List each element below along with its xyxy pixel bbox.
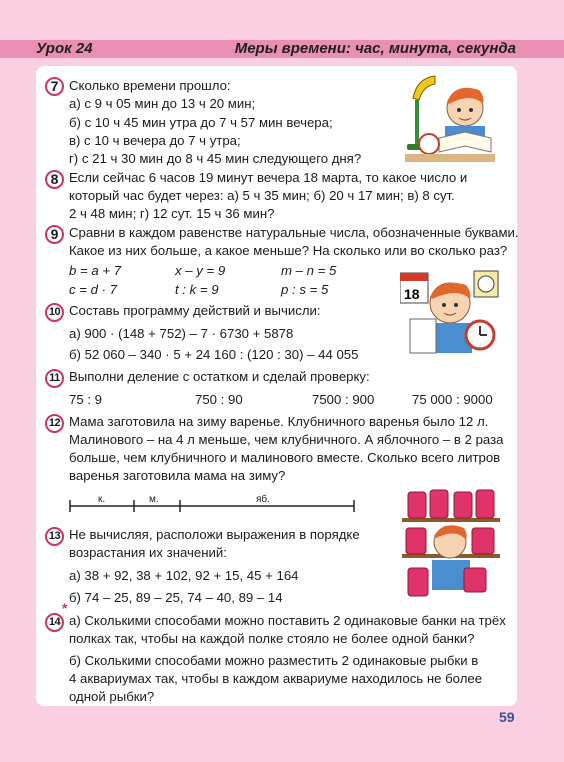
task-8-line-3: 2 ч 48 мин; г) 12 сут. 15 ч 36 мин? (69, 206, 275, 221)
task-number-14: 14 (45, 613, 64, 632)
task-number-13: 13 (45, 527, 64, 546)
boy-with-clock-illustration (400, 265, 500, 365)
lesson-number: Урок 24 (36, 40, 93, 57)
division-1: 75 : 9 (69, 392, 102, 407)
equation-4: c = d · 7 (69, 282, 118, 297)
task-number-9: 9 (45, 225, 64, 244)
page-number: 59 (499, 709, 515, 725)
task-12-line-3: больше, чем клубничного и малинового вместе. Сколько всего литров (69, 450, 501, 465)
segment-label-apple: яб. (256, 494, 270, 505)
equation-5: t : k = 9 (175, 282, 219, 297)
task-12-line-4: варенья заготовила мама на зиму? (69, 468, 286, 483)
task-13-item-b: б) 74 – 25, 89 – 25, 74 – 40, 89 – 14 (69, 590, 283, 605)
task-11-intro: Выполни деление с остатком и сделай проверку: (69, 369, 370, 384)
task-14-line-3: б) Сколькими способами можно разместить 2 одинаковые рыбки в (69, 653, 479, 668)
boy-reading-illustration (405, 72, 495, 164)
task-14-line-1: а) Сколькими способами можно поставить 2 одинаковые банки на трёх (69, 613, 506, 628)
task-7-item-c: в) с 10 ч вечера до 7 ч утра; (69, 133, 241, 148)
equation-3: m – n = 5 (281, 263, 337, 278)
jam-jars-illustration (402, 482, 500, 602)
difficulty-star: * (62, 600, 68, 616)
task-13-line-2: возрастания их значений: (69, 545, 227, 560)
segment-label-raspberry: м. (149, 494, 159, 505)
task-14-line-5: одной рыбки? (69, 689, 155, 704)
division-2: 750 : 90 (195, 392, 243, 407)
equation-6: p : s = 5 (281, 282, 329, 297)
task-number-12: 12 (45, 414, 64, 433)
task-9-line-1: Сравни в каждом равенстве натуральные числа, обозначенные буквами. (69, 225, 519, 240)
task-10-intro: Составь программу действий и вычисли: (69, 303, 321, 318)
task-7-item-b: б) с 10 ч 45 мин утра до 7 ч 57 мин вечера; (69, 115, 333, 130)
task-number-8: 8 (45, 170, 64, 189)
division-3: 7500 : 900 (312, 392, 375, 407)
task-10-item-b: б) 52 060 – 340 · 5 + 24 160 : (120 : 30) – 44 055 (69, 347, 359, 362)
task-13-line-1: Не вычисляя, расположи выражения в порядке (69, 527, 360, 542)
task-13-item-a: а) 38 + 92, 38 + 102, 92 + 15, 45 + 164 (69, 568, 299, 583)
task-14-line-2: полках так, чтобы на каждой полке стояло не более одной банки? (69, 631, 475, 646)
task-12-line-1: Мама заготовила на зиму варенье. Клубничного варенья было 12 л. (69, 414, 489, 429)
task-number-11: 11 (45, 369, 64, 388)
task-14-line-4: 4 аквариумах так, чтобы в каждом аквариуме находилось не более (69, 671, 483, 686)
task-number-7: 7 (45, 77, 64, 96)
task-number-10: 10 (45, 303, 64, 322)
equation-1: b = a + 7 (69, 263, 122, 278)
lesson-topic: Меры времени: час, минута, секунда (234, 40, 516, 57)
division-4: 75 000 : 9000 (412, 392, 493, 407)
task-8-line-1: Если сейчас 6 часов 19 минут вечера 18 марта, то какое число и (69, 170, 468, 185)
svg-text:18: 18 (404, 286, 420, 302)
task-8-line-2: который час будет через: а) 5 ч 35 мин; б) 20 ч 17 мин; в) 8 сут. (69, 188, 455, 203)
task-12-line-2: Малинового – на 4 л меньше, чем клубничного. А яблочного – в 2 раза (69, 432, 504, 447)
task-10-item-a: а) 900 · (148 + 752) – 7 · 6730 + 5878 (69, 326, 294, 341)
task-7-item-d: г) с 21 ч 30 мин до 8 ч 45 мин следующего дня? (69, 151, 362, 166)
equation-2: x – y = 9 (175, 263, 226, 278)
segment-diagram (62, 492, 362, 516)
task-9-line-2: Какое из них больше, а какое меньше? На сколько или во сколько раз? (69, 243, 508, 258)
task-7-intro: Сколько времени прошло: (69, 78, 231, 93)
segment-label-strawberry: к. (98, 494, 106, 505)
task-7-item-a: а) с 9 ч 05 мин до 13 ч 20 мин; (69, 96, 256, 111)
